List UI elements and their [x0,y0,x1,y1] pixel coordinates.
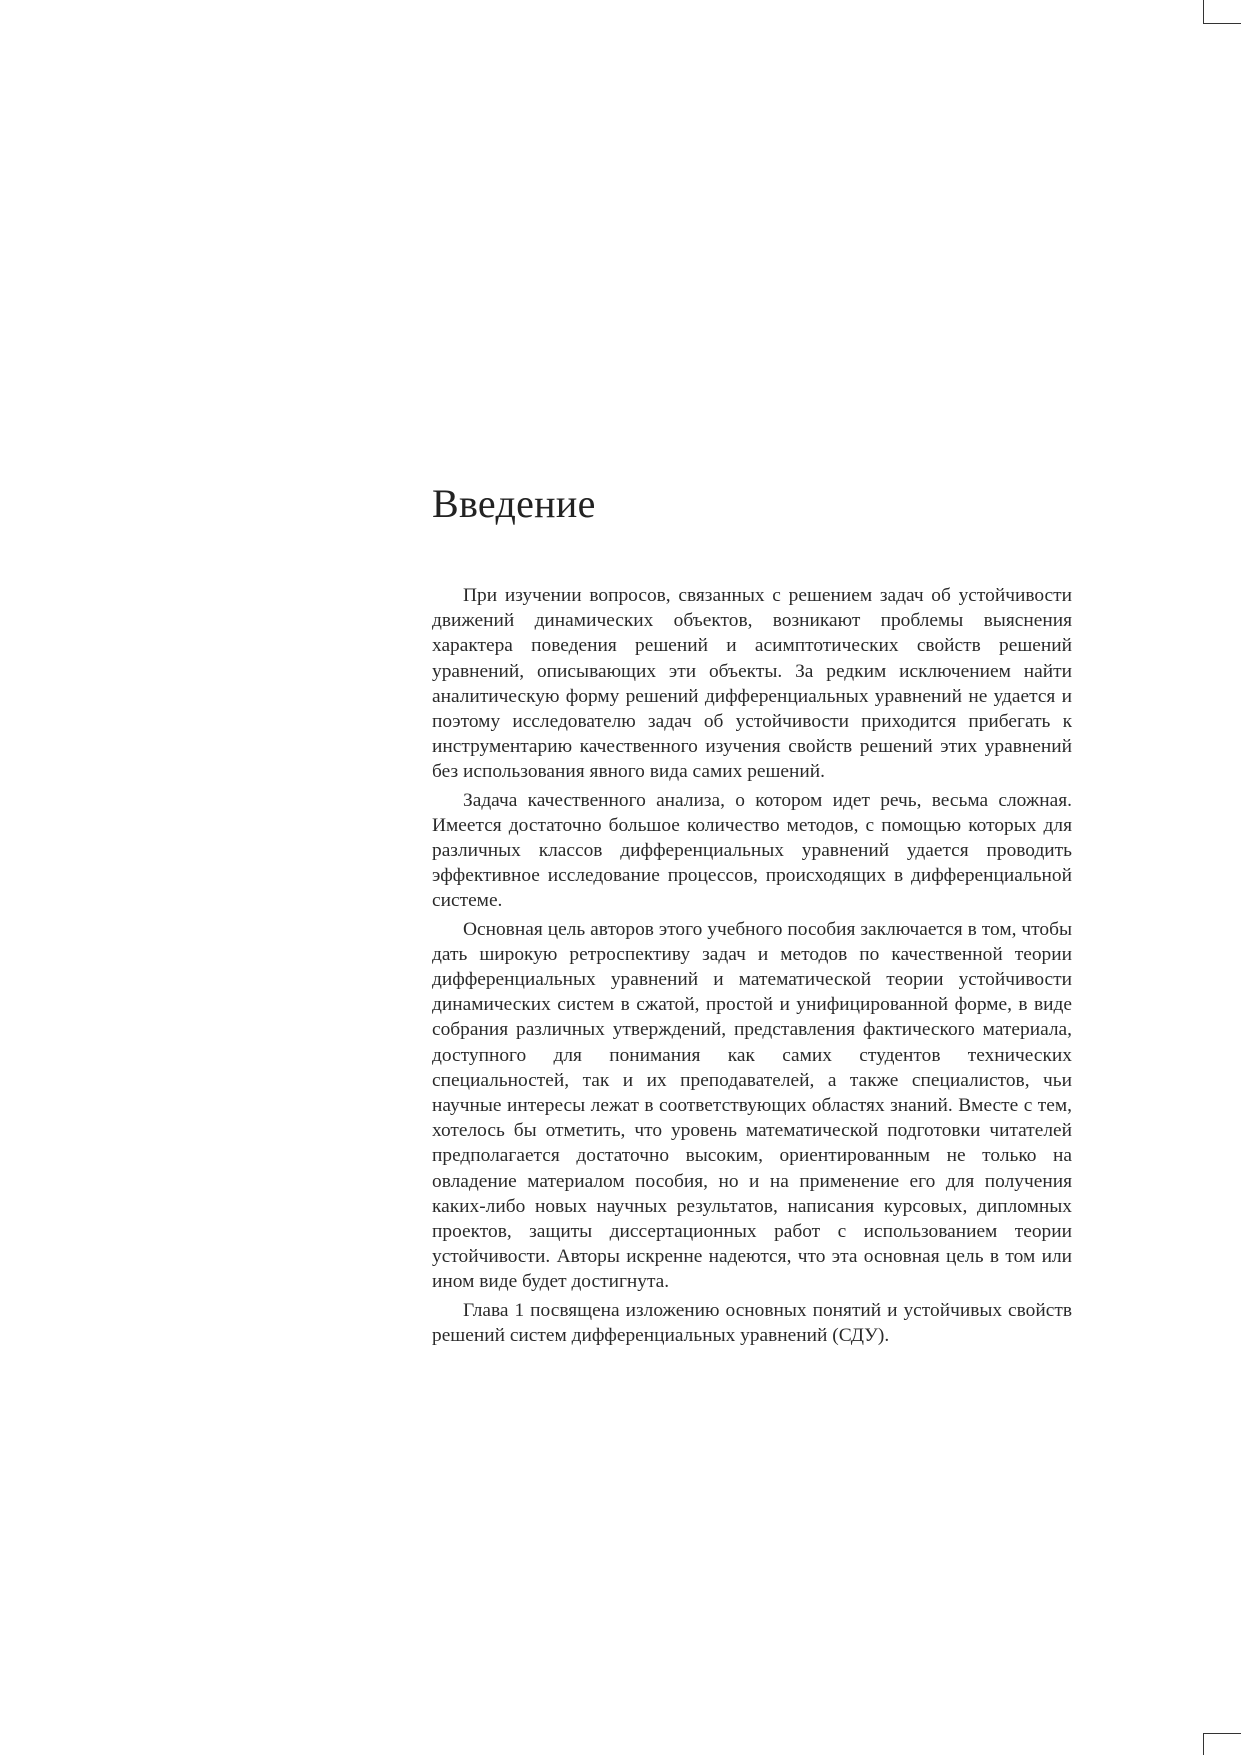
crop-mark-bottom-vertical [1203,1733,1204,1755]
paragraph-2: Задача качественного анализа, о котором идет речь, весьма сложная. Имеется достаточно большое количество методов, с помощью которых для различных классов дифференциальных уравнений удается проводить эффективное исследование процессов, происходящих в дифференциальной системе. [432,789,1072,912]
crop-mark-top-vertical [1203,0,1204,24]
crop-mark-bottom-horizontal [1203,1733,1241,1734]
page-content [432,480,1072,1348]
chapter-title: Введение [432,481,596,526]
paragraph-3: Основная цель авторов этого учебного пособия заключается в том, чтобы дать широкую ретроспективу задач и методов по качественной теории дифференциальных уравнений и математической теории устойчивости динамических систем в сжатой, простой и унифицированной форме, в виде собрания различных утверждений, представления фактического материала, доступного для понимания как самих студентов технических специальностей, так и их преподавателей, а также специалистов, чьи научные интересы лежат в соответствующих областях знаний. Вместе с тем, хотелось бы отметить, что уровень математической подготовки читателей предполагается достаточно высоким, ориентированным не только на овладение материалом пособия, но и на применение его для получения каких-либо новых научных результатов, написания курсовых, дипломных проектов, защиты диссертационных работ с использованием теории устойчивости. Авторы искренне надеются, что эта основная цель в том или ином виде будет достигнута. [432,918,1072,1293]
paragraph-1: При изучении вопросов, связанных с решением задач об устойчивости движений динамических объектов, возникают проблемы выяснения характера поведения решений и асимптотических свойств решений уравнений, описывающих эти объекты. За редким исключением найти аналитическую форму решений дифференциальных уравнений не удается и поэтому исследователю задач об устойчивости приходится прибегать к инструментарию качественного изучения свойств решений этих уравнений без использования явного вида самих решений. [432,585,1072,783]
crop-mark-top-horizontal [1203,23,1241,24]
paragraph-4: Глава 1 посвящена изложению основных понятий и устойчивых свойств решений систем дифференциальных уравнений (СДУ). [432,1299,1072,1346]
